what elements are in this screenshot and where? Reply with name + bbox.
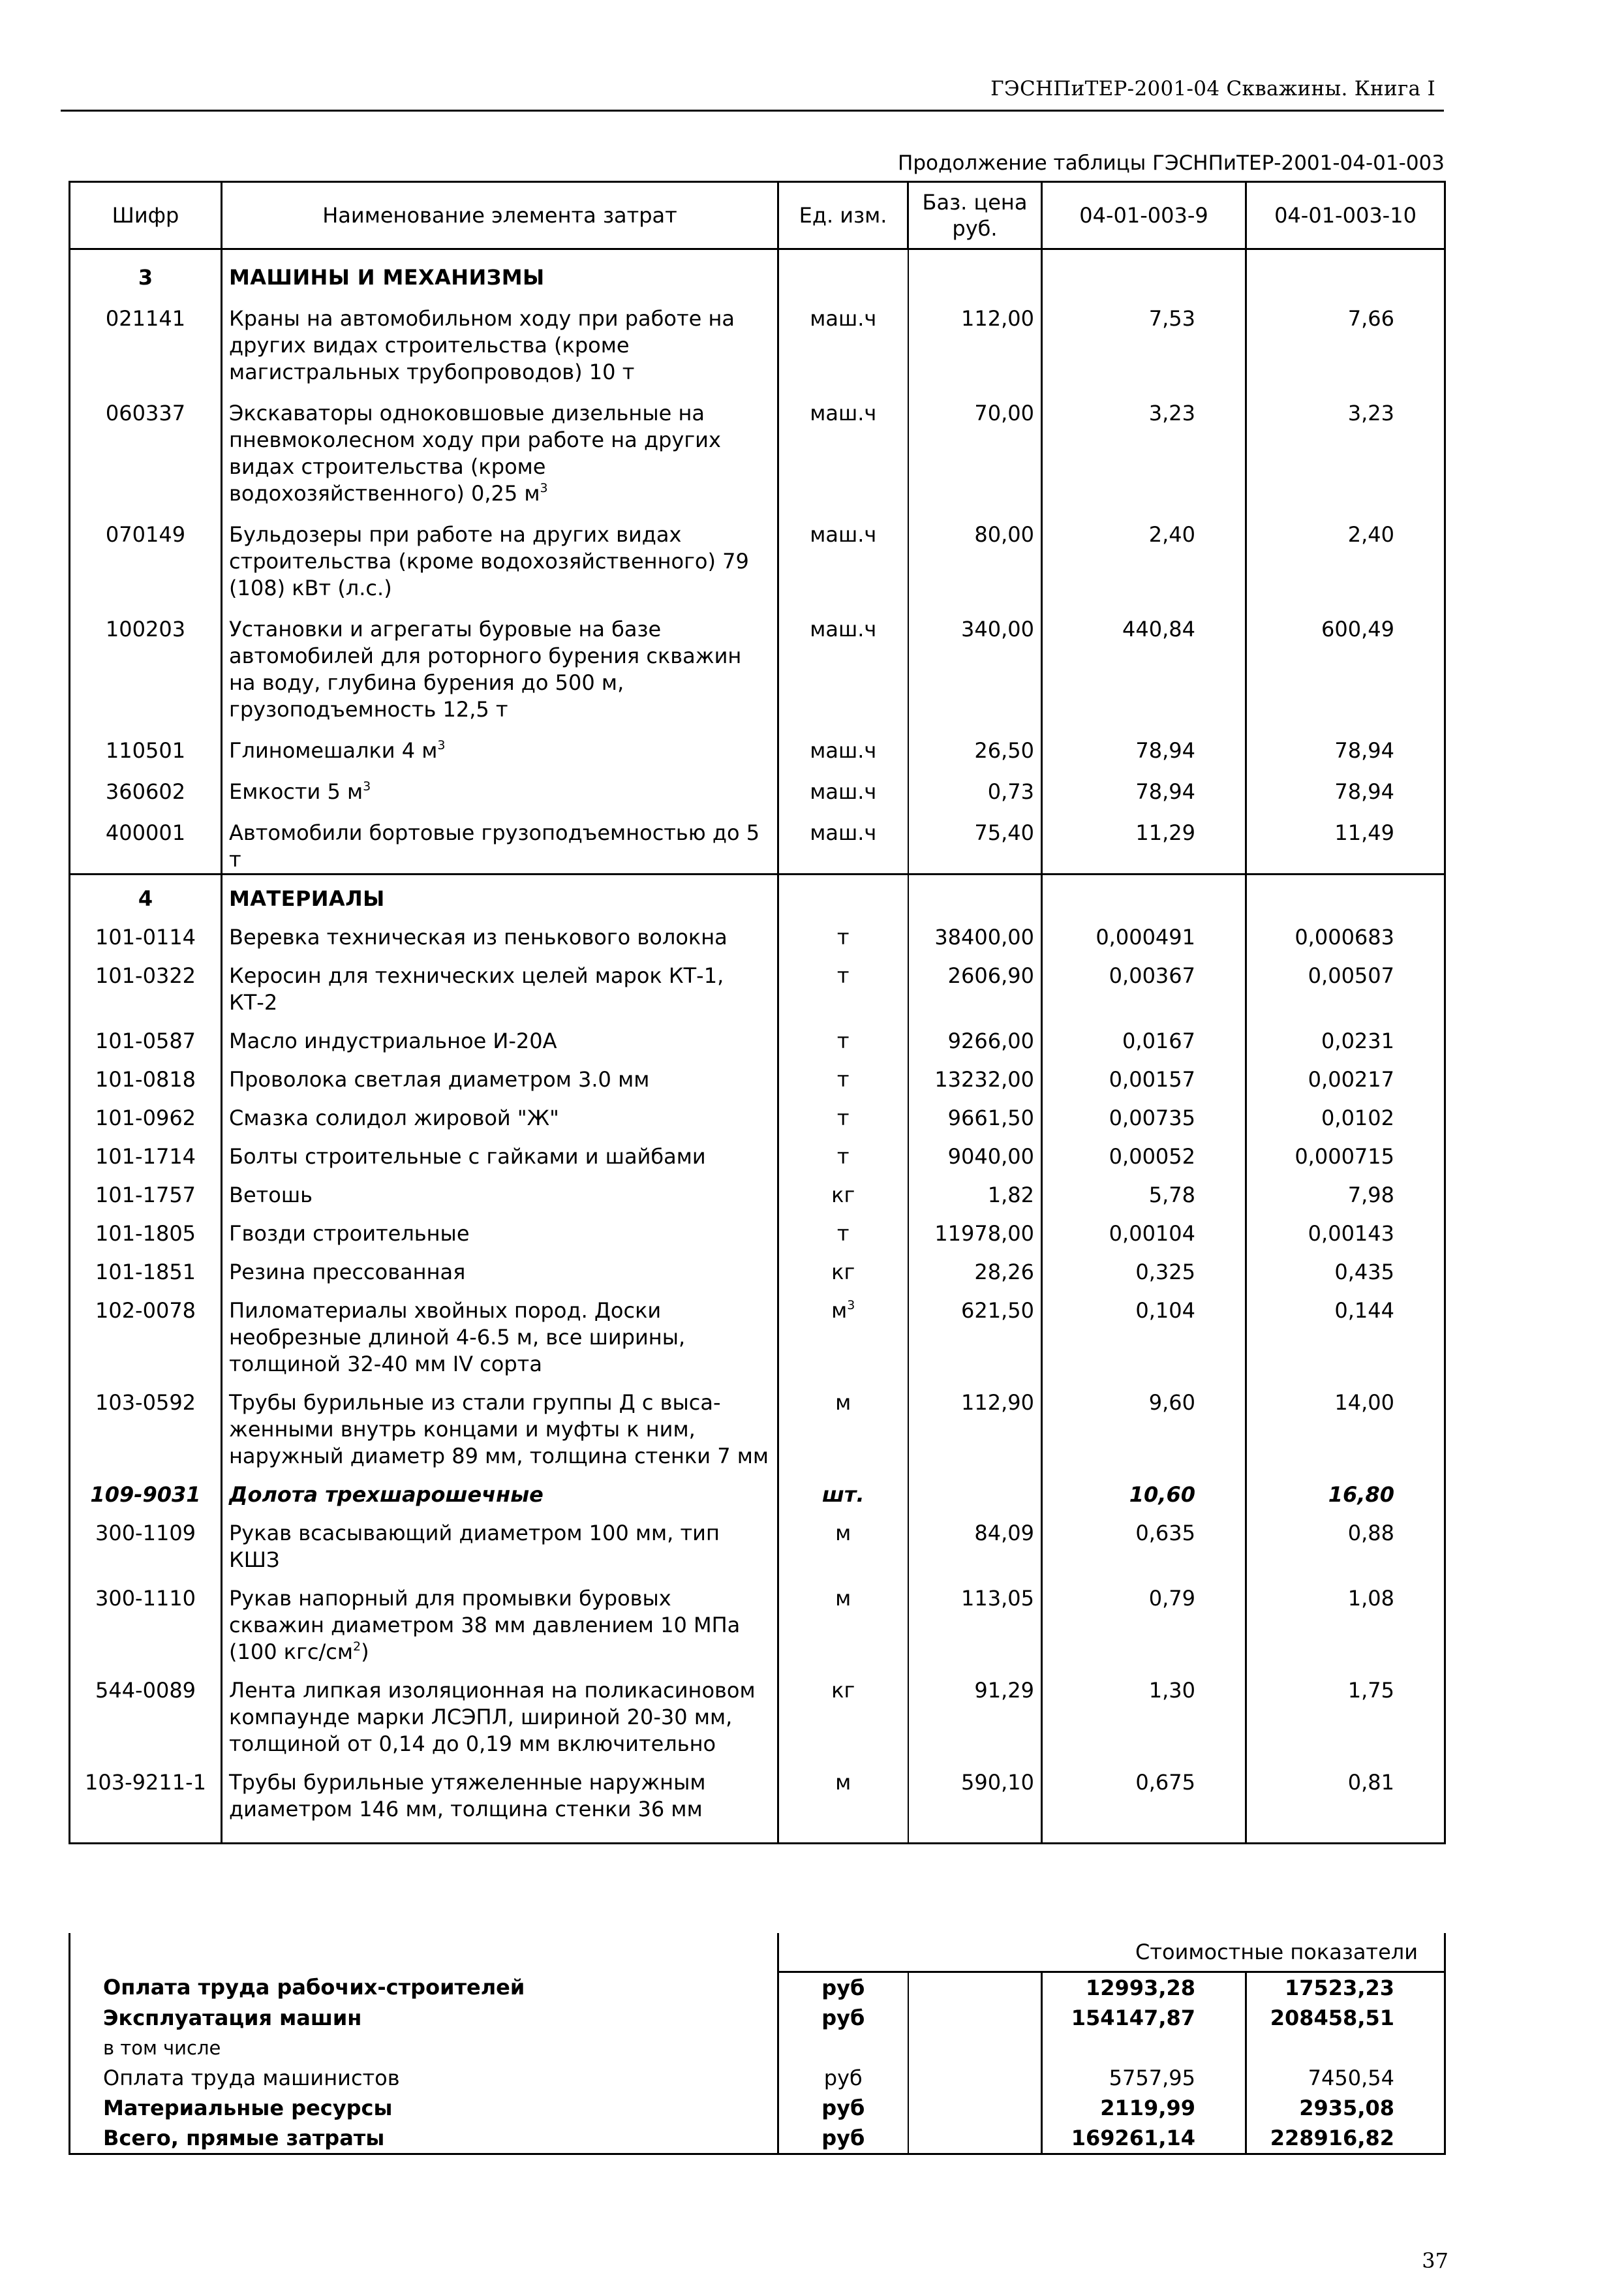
section-v1-empty: [1042, 875, 1246, 913]
table-row: [70, 1573, 1445, 1665]
table-row: [70, 1286, 1445, 1378]
row-base-price: 112,90: [908, 1378, 1042, 1470]
row-name: [222, 1470, 778, 1508]
row-code: 360602: [70, 764, 222, 805]
row-value-v1: 7,53: [1042, 291, 1246, 386]
row-unit-text: маш.ч: [810, 617, 877, 642]
row-name-text: Резина прессованная: [229, 1260, 466, 1284]
row-name: [222, 723, 778, 764]
row-value-v1: 3,23: [1042, 386, 1246, 507]
table-header-row: [70, 182, 1445, 249]
table-row: [70, 1016, 1445, 1055]
row-value-v1: 0,675: [1042, 1758, 1246, 1823]
row-unit: [778, 291, 908, 386]
row-name-text: Ветошь: [229, 1183, 313, 1207]
row-code: 101-0114: [70, 912, 222, 951]
summary-value-v2: 2935,08: [1246, 2093, 1445, 2123]
row-unit: [778, 1016, 908, 1055]
row-unit: [778, 1470, 908, 1508]
row-code: 400001: [70, 805, 222, 875]
row-unit: [778, 1508, 908, 1573]
row-base-price: 9040,00: [908, 1132, 1042, 1170]
resource-grid: [69, 181, 1446, 1844]
cost-summary-title: Стоимостные показатели: [778, 1933, 1445, 1972]
row-code: 070149: [70, 507, 222, 602]
row-value-v1: 0,00367: [1042, 951, 1246, 1016]
table-row: [70, 723, 1445, 764]
row-name-text: Трубы бурильные из стали группы Д с выса-женными внутрь концами и муфты к ним, наружный диаметр 89 мм, толщина стенки 7 мм: [229, 1390, 769, 1468]
summary-row: [70, 2123, 1445, 2154]
row-code: 102-0078: [70, 1286, 222, 1378]
summary-value-v2: 17523,23: [1246, 1972, 1445, 2004]
cost-summary: [69, 1933, 1444, 2155]
row-value-v1: 0,000491: [1042, 912, 1246, 951]
row-code: 021141: [70, 291, 222, 386]
summary-unit: руб: [778, 2093, 908, 2123]
table-row: [70, 1508, 1445, 1573]
row-base-price: 9266,00: [908, 1016, 1042, 1055]
table-row: [70, 1247, 1445, 1286]
summary-price-empty: [908, 2003, 1042, 2033]
row-value-v2: 7,66: [1246, 291, 1445, 386]
row-unit-text: м: [831, 1298, 848, 1323]
table-row: [70, 1132, 1445, 1170]
row-unit-text: шт.: [821, 1482, 865, 1507]
row-value-v2: 7,98: [1246, 1170, 1445, 1209]
section-title: МАТЕРИАЛЫ: [222, 875, 778, 913]
row-unit-text: т: [836, 925, 850, 950]
row-name: [222, 1093, 778, 1132]
row-value-v2: 0,0102: [1246, 1093, 1445, 1132]
row-code: 101-0962: [70, 1093, 222, 1132]
row-base-price: 91,29: [908, 1665, 1042, 1758]
row-code: 101-1757: [70, 1170, 222, 1209]
row-unit: [778, 723, 908, 764]
row-value-v2: 16,80: [1246, 1470, 1445, 1508]
resource-table: [69, 181, 1444, 1844]
row-name-text: Гвозди строительные: [229, 1221, 470, 1246]
summary-price-empty: [908, 2123, 1042, 2154]
row-value-v1: 5,78: [1042, 1170, 1246, 1209]
table-row: [70, 805, 1445, 875]
row-value-v1: 0,104: [1042, 1286, 1246, 1378]
summary-row: [70, 2003, 1445, 2033]
table-end-cell: [222, 1823, 778, 1844]
section-price-empty: [908, 249, 1042, 292]
table-row: [70, 951, 1445, 1016]
row-name-text: Смазка солидол жировой "Ж": [229, 1106, 559, 1130]
summary-unit: [778, 2033, 908, 2063]
row-value-v2: 0,0231: [1246, 1016, 1445, 1055]
row-unit: [778, 805, 908, 875]
row-unit-text: т: [836, 1106, 850, 1130]
row-unit: [778, 1665, 908, 1758]
row-name-text: Автомобили бортовые грузоподъемностью до 5 т: [229, 820, 760, 872]
row-code: 101-1805: [70, 1209, 222, 1247]
row-code: 101-1851: [70, 1247, 222, 1286]
summary-label: Оплата труда рабочих-строителей: [70, 1972, 778, 2004]
row-unit-text: маш.ч: [810, 306, 877, 331]
row-value-v1: 0,00052: [1042, 1132, 1246, 1170]
row-value-v1: 0,00735: [1042, 1093, 1246, 1132]
row-value-v2: 1,75: [1246, 1665, 1445, 1758]
row-value-v1: 440,84: [1042, 602, 1246, 723]
row-base-price: 80,00: [908, 507, 1042, 602]
row-name: [222, 1378, 778, 1470]
row-name: [222, 1132, 778, 1170]
row-name: [222, 764, 778, 805]
row-unit-text: маш.ч: [810, 401, 877, 426]
summary-value-v1: 12993,28: [1042, 1972, 1246, 2004]
row-code: 100203: [70, 602, 222, 723]
row-code: 101-0322: [70, 951, 222, 1016]
table-row: [70, 1170, 1445, 1209]
row-unit-text: т: [836, 963, 850, 988]
row-value-v1: 78,94: [1042, 764, 1246, 805]
row-value-v2: 1,08: [1246, 1573, 1445, 1665]
row-unit-text: м: [835, 1521, 851, 1545]
row-code: 103-9211-1: [70, 1758, 222, 1823]
row-code: 101-0818: [70, 1055, 222, 1093]
table-end-cell: [778, 1823, 908, 1844]
row-unit-text: маш.ч: [810, 779, 877, 804]
row-value-v2: 0,144: [1246, 1286, 1445, 1378]
row-base-price: 26,50: [908, 723, 1042, 764]
row-unit: [778, 602, 908, 723]
row-unit-text: м: [835, 1770, 851, 1795]
summary-price-empty: [908, 2033, 1042, 2063]
row-name-text: Веревка техническая из пенькового волокна: [229, 925, 728, 950]
row-name: [222, 1247, 778, 1286]
row-unit: [778, 1055, 908, 1093]
row-value-v1: 2,40: [1042, 507, 1246, 602]
row-unit: [778, 1132, 908, 1170]
summary-row: [70, 2063, 1445, 2093]
row-base-price: 13232,00: [908, 1055, 1042, 1093]
table-row: [70, 1209, 1445, 1247]
table-row: [70, 1470, 1445, 1508]
table-row: [70, 386, 1445, 507]
summary-price-empty: [908, 1972, 1042, 2004]
column-header-price: Баз. цена руб.: [908, 182, 1042, 249]
row-name-superscript: 2: [352, 1639, 361, 1654]
section-number: 4: [70, 875, 222, 913]
row-base-price: 38400,00: [908, 912, 1042, 951]
table-end-row: [70, 1823, 1445, 1844]
row-unit: [778, 912, 908, 951]
table-end-cell: [908, 1823, 1042, 1844]
row-value-v2: 11,49: [1246, 805, 1445, 875]
row-value-v2: 0,00507: [1246, 951, 1445, 1016]
row-value-v2: 600,49: [1246, 602, 1445, 723]
row-code: 110501: [70, 723, 222, 764]
row-name-superscript: 3: [363, 779, 371, 794]
row-unit: [778, 1378, 908, 1470]
row-value-v1: 78,94: [1042, 723, 1246, 764]
row-code: 544-0089: [70, 1665, 222, 1758]
row-code: 101-0587: [70, 1016, 222, 1055]
row-base-price: [908, 1470, 1042, 1508]
summary-label: в том числе: [70, 2033, 778, 2063]
summary-value-v1: 5757,95: [1042, 2063, 1246, 2093]
row-unit-text: маш.ч: [810, 522, 877, 547]
table-row: [70, 1758, 1445, 1823]
row-value-v2: 78,94: [1246, 723, 1445, 764]
row-value-v2: 0,00143: [1246, 1209, 1445, 1247]
row-value-v2: 0,00217: [1246, 1055, 1445, 1093]
table-row: [70, 1665, 1445, 1758]
summary-label: Оплата труда машинистов: [70, 2063, 778, 2093]
row-unit-text: кг: [831, 1183, 855, 1207]
row-base-price: 9661,50: [908, 1093, 1042, 1132]
column-header-unit: Ед. изм.: [778, 182, 908, 249]
row-name: [222, 805, 778, 875]
summary-row: [70, 2093, 1445, 2123]
row-base-price: 84,09: [908, 1508, 1042, 1573]
row-base-price: 621,50: [908, 1286, 1042, 1378]
row-value-v2: 0,000683: [1246, 912, 1445, 951]
row-value-v2: 2,40: [1246, 507, 1445, 602]
row-name-tail: ): [361, 1639, 369, 1664]
row-name-text: Установки и агрегаты буровые на базе автомобилей для роторного бурения скважин на воду, глубина бурения до 500 м, грузоподъемность 12,5 т: [229, 617, 742, 722]
table-row: [70, 507, 1445, 602]
row-unit-text: м: [835, 1586, 851, 1611]
row-base-price: 1,82: [908, 1170, 1042, 1209]
row-name: [222, 507, 778, 602]
summary-unit: руб: [778, 2063, 908, 2093]
table-row: [70, 912, 1445, 951]
row-name: [222, 912, 778, 951]
row-name: [222, 1758, 778, 1823]
section-number: 3: [70, 249, 222, 292]
row-value-v1: 0,325: [1042, 1247, 1246, 1286]
row-unit: [778, 1286, 908, 1378]
row-value-v1: 0,635: [1042, 1508, 1246, 1573]
row-name: [222, 1209, 778, 1247]
summary-label: Эксплуатация машин: [70, 2003, 778, 2033]
table-end-cell: [70, 1823, 222, 1844]
summary-label: Всего, прямые затраты: [70, 2123, 778, 2154]
row-value-v2: 14,00: [1246, 1378, 1445, 1470]
section-v2-empty: [1246, 249, 1445, 292]
page-number: 37: [1422, 2248, 1448, 2273]
column-header-code: Шифр: [70, 182, 222, 249]
row-unit-text: кг: [831, 1260, 855, 1284]
row-unit-superscript: 3: [847, 1298, 855, 1312]
row-value-v1: 10,60: [1042, 1470, 1246, 1508]
running-header: ГЭСНПиТЕР-2001-04 Скважины. Книга I: [990, 77, 1435, 101]
table-body: [70, 249, 1445, 1844]
summary-value-v2: 208458,51: [1246, 2003, 1445, 2033]
table-row: [70, 1378, 1445, 1470]
row-code: 109-9031: [70, 1470, 222, 1508]
row-unit: [778, 1758, 908, 1823]
table-caption: Продолжение таблицы ГЭСНПиТЕР-2001-04-01-003: [898, 151, 1445, 175]
section-row: [70, 249, 1445, 292]
row-name-text: Краны на автомобильном ходу при работе на других видах строительства (кроме магистральных трубопроводов) 10 т: [229, 306, 735, 384]
row-unit: [778, 386, 908, 507]
section-v2-empty: [1246, 875, 1445, 913]
cost-summary-table: [69, 1933, 1446, 2155]
summary-row: [70, 2033, 1445, 2063]
row-name-text: Керосин для технических целей марок КТ-1, КТ-2: [229, 963, 724, 1015]
table-row: [70, 1093, 1445, 1132]
summary-value-v1: [1042, 2033, 1246, 2063]
row-unit: [778, 1209, 908, 1247]
row-base-price: 112,00: [908, 291, 1042, 386]
row-name-superscript: 3: [437, 738, 446, 752]
table-end-cell: [1042, 1823, 1246, 1844]
summary-price-empty: [908, 2093, 1042, 2123]
row-name-text: Долота трехшарошечные: [229, 1482, 544, 1507]
row-code: 103-0592: [70, 1378, 222, 1470]
row-name-superscript: 3: [540, 481, 548, 495]
row-value-v1: 0,00104: [1042, 1209, 1246, 1247]
summary-unit: руб: [778, 2123, 908, 2154]
summary-price-empty: [908, 2063, 1042, 2093]
section-unit-empty: [778, 249, 908, 292]
summary-unit: руб: [778, 2003, 908, 2033]
summary-label: Материальные ресурсы: [70, 2093, 778, 2123]
column-header-name: Наименование элемента затрат: [222, 182, 778, 249]
row-unit-text: т: [836, 1067, 850, 1092]
cost-summary-body: [70, 1933, 1445, 2154]
row-value-v1: 1,30: [1042, 1665, 1246, 1758]
column-header-v1: 04-01-003-9: [1042, 182, 1246, 249]
row-value-v2: 78,94: [1246, 764, 1445, 805]
row-name-text: Лента липкая изоляционная на поликасиновом компаунде марки ЛСЭПЛ, шириной 20-30 мм, толщиной от 0,14 до 0,19 мм включительно: [229, 1678, 756, 1756]
row-unit: [778, 1247, 908, 1286]
section-title: МАШИНЫ И МЕХАНИЗМЫ: [222, 249, 778, 292]
row-value-v1: 0,0167: [1042, 1016, 1246, 1055]
section-unit-empty: [778, 875, 908, 913]
row-unit-text: м: [835, 1390, 851, 1415]
row-base-price: 28,26: [908, 1247, 1042, 1286]
row-base-price: 75,40: [908, 805, 1042, 875]
summary-value-v1: 154147,87: [1042, 2003, 1246, 2033]
row-base-price: 11978,00: [908, 1209, 1042, 1247]
row-base-price: 0,73: [908, 764, 1042, 805]
row-code: 300-1110: [70, 1573, 222, 1665]
row-name: [222, 1170, 778, 1209]
summary-value-v1: 2119,99: [1042, 2093, 1246, 2123]
summary-value-v2: [1246, 2033, 1445, 2063]
row-name-text: Рукав напорный для промывки буровых скважин диаметром 38 мм давлением 10 МПа (100 кгс/см: [229, 1586, 741, 1664]
row-name: [222, 1286, 778, 1378]
row-name-text: Трубы бурильные утяжеленные наружным диаметром 146 мм, толщина стенки 36 мм: [229, 1770, 706, 1821]
row-value-v1: 0,79: [1042, 1573, 1246, 1665]
row-unit: [778, 1093, 908, 1132]
summary-unit: руб: [778, 1972, 908, 2004]
row-name: [222, 386, 778, 507]
row-name-text: Масло индустриальное И-20А: [229, 1029, 557, 1053]
row-name: [222, 951, 778, 1016]
table-end-cell: [1246, 1823, 1445, 1844]
row-base-price: 340,00: [908, 602, 1042, 723]
row-code: 300-1109: [70, 1508, 222, 1573]
row-value-v2: 0,88: [1246, 1508, 1445, 1573]
row-name-text: Экскаваторы одноковшовые дизельные на пневмоколесном ходу при работе на других видах строительства (кроме водохозяйственного) 0,25 м: [229, 401, 721, 506]
row-value-v1: 11,29: [1042, 805, 1246, 875]
row-base-price: 590,10: [908, 1758, 1042, 1823]
row-unit-text: т: [836, 1144, 850, 1169]
row-name-text: Бульдозеры при работе на других видах строительства (кроме водохозяйственного) 79 (108) кВт (л.с.): [229, 522, 749, 600]
row-value-v2: 0,435: [1246, 1247, 1445, 1286]
row-name: [222, 602, 778, 723]
table-row: [70, 602, 1445, 723]
row-unit: [778, 507, 908, 602]
row-code: 101-1714: [70, 1132, 222, 1170]
row-unit-text: т: [836, 1029, 850, 1053]
row-name-text: Рукав всасывающий диаметром 100 мм, тип КШЗ: [229, 1521, 720, 1572]
summary-value-v2: 228916,82: [1246, 2123, 1445, 2154]
row-unit-text: т: [836, 1221, 850, 1246]
table-row: [70, 291, 1445, 386]
row-base-price: 113,05: [908, 1573, 1042, 1665]
summary-value-v2: 7450,54: [1246, 2063, 1445, 2093]
row-name: [222, 1665, 778, 1758]
row-name-text: Емкости 5 м: [229, 779, 363, 804]
row-unit-text: маш.ч: [810, 738, 877, 763]
row-unit: [778, 1170, 908, 1209]
table-row: [70, 1055, 1445, 1093]
row-value-v1: 9,60: [1042, 1378, 1246, 1470]
row-base-price: 70,00: [908, 386, 1042, 507]
cost-summary-title-row: [70, 1933, 1445, 1972]
row-name-text: Пиломатериалы хвойных пород. Доски необрезные длиной 4-6.5 м, все ширины, толщиной 32-40 мм IV сорта: [229, 1298, 686, 1376]
table-row: [70, 764, 1445, 805]
row-value-v2: 3,23: [1246, 386, 1445, 507]
section-row: [70, 875, 1445, 913]
row-unit: [778, 764, 908, 805]
row-unit: [778, 951, 908, 1016]
summary-row: [70, 1972, 1445, 2004]
row-name-text: Проволока светлая диаметром 3.0 мм: [229, 1067, 650, 1092]
row-name: [222, 1016, 778, 1055]
row-base-price: 2606,90: [908, 951, 1042, 1016]
row-code: 060337: [70, 386, 222, 507]
section-v1-empty: [1042, 249, 1246, 292]
row-name: [222, 1508, 778, 1573]
row-unit-text: маш.ч: [810, 820, 877, 845]
row-name-text: Глиномешалки 4 м: [229, 738, 438, 763]
row-unit: [778, 1573, 908, 1665]
row-name: [222, 1055, 778, 1093]
row-name: [222, 1573, 778, 1665]
row-value-v1: 0,00157: [1042, 1055, 1246, 1093]
summary-value-v1: 169261,14: [1042, 2123, 1246, 2154]
row-value-v2: 0,81: [1246, 1758, 1445, 1823]
section-price-empty: [908, 875, 1042, 913]
row-name-text: Болты строительные с гайками и шайбами: [229, 1144, 706, 1169]
column-header-v2: 04-01-003-10: [1246, 182, 1445, 249]
row-name: [222, 291, 778, 386]
row-unit-text: кг: [831, 1678, 855, 1703]
row-value-v2: 0,000715: [1246, 1132, 1445, 1170]
header-rule: [61, 110, 1444, 112]
